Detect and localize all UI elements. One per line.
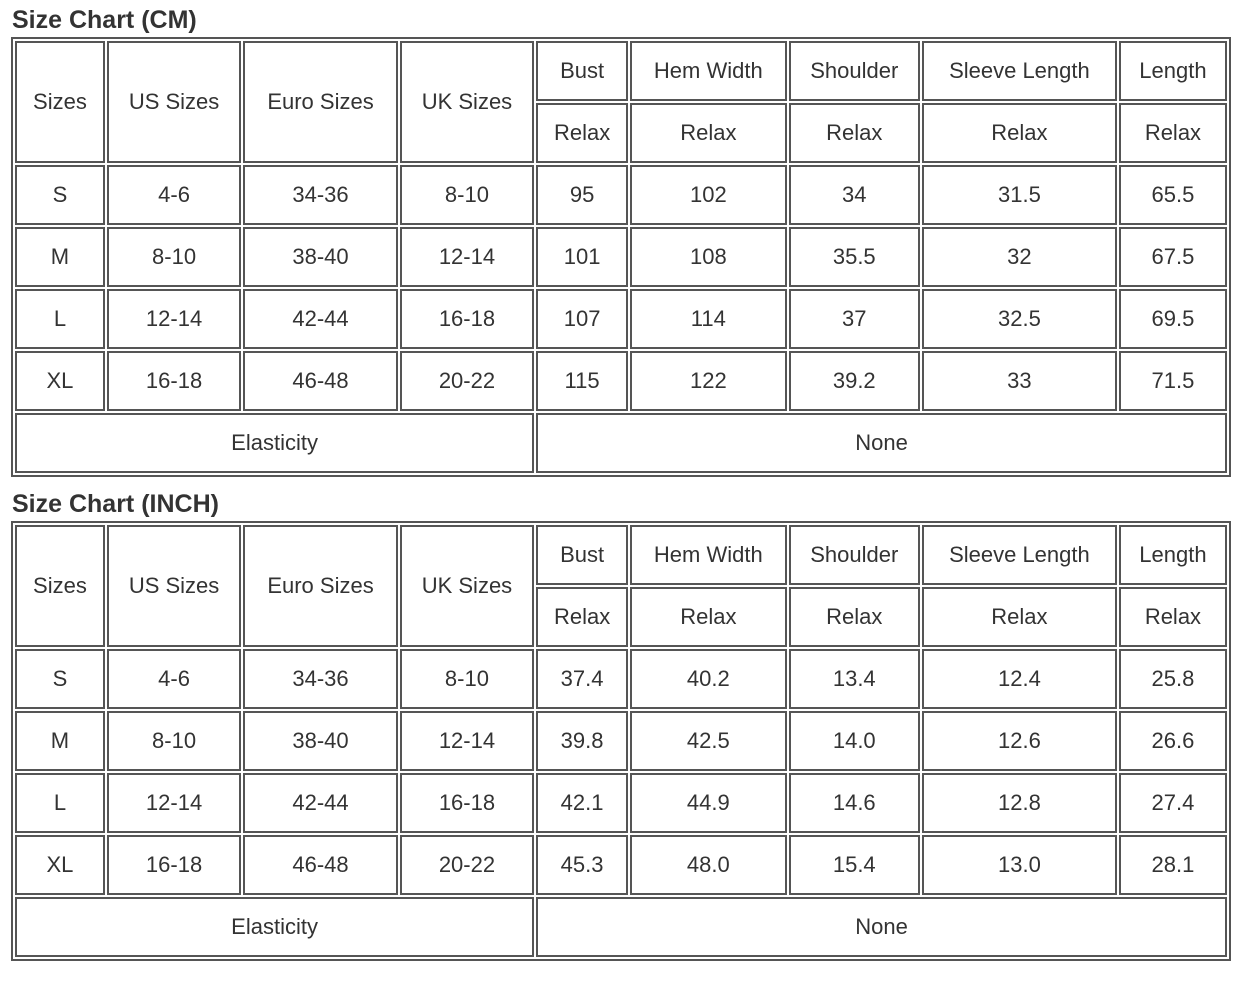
table-cell: S — [15, 165, 105, 225]
header-euro-sizes: Euro Sizes — [243, 41, 398, 163]
table-row — [15, 711, 1227, 771]
table-cell: 114 — [630, 289, 787, 349]
table-cell: 8-10 — [107, 227, 241, 287]
table-cell: 32.5 — [922, 289, 1117, 349]
table-cell: 16-18 — [107, 351, 241, 411]
table-cell: 8-10 — [400, 165, 534, 225]
table-cell: 15.4 — [789, 835, 920, 895]
table-cell: 20-22 — [400, 835, 534, 895]
header-length: Length — [1119, 41, 1227, 101]
table-cell: 14.6 — [789, 773, 920, 833]
header-us-sizes: US Sizes — [107, 525, 241, 647]
header-bust: Bust — [536, 525, 628, 585]
subheader-relax: Relax — [789, 103, 920, 163]
table-cell: 31.5 — [922, 165, 1117, 225]
header-uk-sizes: UK Sizes — [400, 525, 534, 647]
table-cell: 13.4 — [789, 649, 920, 709]
table-cell: 107 — [536, 289, 628, 349]
table-cell: 32 — [922, 227, 1117, 287]
elasticity-label: Elasticity — [15, 897, 534, 957]
table-row — [15, 773, 1227, 833]
table-cell: 13.0 — [922, 835, 1117, 895]
table-cell: 67.5 — [1119, 227, 1227, 287]
table-cell: L — [15, 773, 105, 833]
table-cell: 39.2 — [789, 351, 920, 411]
table-cell: 14.0 — [789, 711, 920, 771]
table-cell: 46-48 — [243, 835, 398, 895]
elasticity-row — [15, 413, 1227, 473]
table-cell: M — [15, 227, 105, 287]
table-cell: 38-40 — [243, 227, 398, 287]
table-cell: XL — [15, 351, 105, 411]
table-row — [15, 835, 1227, 895]
table-cell: 101 — [536, 227, 628, 287]
table-cell: 44.9 — [630, 773, 787, 833]
table-row — [15, 289, 1227, 349]
subheader-relax: Relax — [922, 103, 1117, 163]
table-cell: M — [15, 711, 105, 771]
subheader-relax: Relax — [1119, 103, 1227, 163]
subheader-relax: Relax — [536, 587, 628, 647]
elasticity-value: None — [536, 413, 1227, 473]
table-cell: 8-10 — [400, 649, 534, 709]
table-cell: 20-22 — [400, 351, 534, 411]
header-bust: Bust — [536, 41, 628, 101]
elasticity-row — [15, 897, 1227, 957]
header-row — [15, 41, 1227, 101]
table-cell: 69.5 — [1119, 289, 1227, 349]
header-row — [15, 525, 1227, 585]
table-cell: 4-6 — [107, 165, 241, 225]
table-cell: 16-18 — [400, 773, 534, 833]
table-cell: 34-36 — [243, 165, 398, 225]
size-chart-inch-title: Size Chart (INCH) — [12, 490, 219, 518]
table-cell: 42-44 — [243, 289, 398, 349]
table-cell: 12.6 — [922, 711, 1117, 771]
header-shoulder: Shoulder — [789, 525, 920, 585]
table-cell: 65.5 — [1119, 165, 1227, 225]
header-us-sizes: US Sizes — [107, 41, 241, 163]
elasticity-label: Elasticity — [15, 413, 534, 473]
table-cell: 12-14 — [107, 289, 241, 349]
table-cell: 45.3 — [536, 835, 628, 895]
header-shoulder: Shoulder — [789, 41, 920, 101]
table-cell: 34 — [789, 165, 920, 225]
table-cell: 12.8 — [922, 773, 1117, 833]
table-cell: L — [15, 289, 105, 349]
table-cell: 33 — [922, 351, 1117, 411]
table-cell: 95 — [536, 165, 628, 225]
table-cell: 46-48 — [243, 351, 398, 411]
header-length: Length — [1119, 525, 1227, 585]
subheader-relax: Relax — [536, 103, 628, 163]
table-cell: 40.2 — [630, 649, 787, 709]
table-cell: 42-44 — [243, 773, 398, 833]
table-cell: 37 — [789, 289, 920, 349]
table-cell: 102 — [630, 165, 787, 225]
table-row — [15, 351, 1227, 411]
table-cell: 28.1 — [1119, 835, 1227, 895]
subheader-relax: Relax — [922, 587, 1117, 647]
header-euro-sizes: Euro Sizes — [243, 525, 398, 647]
size-chart-cm-title: Size Chart (CM) — [12, 6, 197, 34]
table-cell: 35.5 — [789, 227, 920, 287]
table-cell: 48.0 — [630, 835, 787, 895]
table-cell: S — [15, 649, 105, 709]
table-cell: 71.5 — [1119, 351, 1227, 411]
table-cell: 42.5 — [630, 711, 787, 771]
size-chart-cm-table — [11, 37, 1231, 477]
header-uk-sizes: UK Sizes — [400, 41, 534, 163]
table-cell: 115 — [536, 351, 628, 411]
table-cell: 8-10 — [107, 711, 241, 771]
table-cell: 12-14 — [400, 711, 534, 771]
table-cell: 122 — [630, 351, 787, 411]
table-cell: 42.1 — [536, 773, 628, 833]
subheader-relax: Relax — [789, 587, 920, 647]
table-cell: 4-6 — [107, 649, 241, 709]
table-cell: 37.4 — [536, 649, 628, 709]
subheader-relax: Relax — [1119, 587, 1227, 647]
table-cell: 27.4 — [1119, 773, 1227, 833]
header-sizes: Sizes — [15, 41, 105, 163]
elasticity-value: None — [536, 897, 1227, 957]
table-cell: 12-14 — [400, 227, 534, 287]
table-cell: 38-40 — [243, 711, 398, 771]
header-hem-width: Hem Width — [630, 41, 787, 101]
subheader-relax: Relax — [630, 103, 787, 163]
table-cell: 108 — [630, 227, 787, 287]
table-cell: 39.8 — [536, 711, 628, 771]
header-sleeve-length: Sleeve Length — [922, 41, 1117, 101]
table-cell: XL — [15, 835, 105, 895]
table-cell: 25.8 — [1119, 649, 1227, 709]
header-hem-width: Hem Width — [630, 525, 787, 585]
table-row — [15, 227, 1227, 287]
header-sizes: Sizes — [15, 525, 105, 647]
table-cell: 12.4 — [922, 649, 1117, 709]
table-row — [15, 649, 1227, 709]
table-cell: 16-18 — [400, 289, 534, 349]
table-cell: 34-36 — [243, 649, 398, 709]
size-chart-inch-table — [11, 521, 1231, 961]
table-cell: 26.6 — [1119, 711, 1227, 771]
table-cell: 12-14 — [107, 773, 241, 833]
subheader-relax: Relax — [630, 587, 787, 647]
table-row — [15, 165, 1227, 225]
table-cell: 16-18 — [107, 835, 241, 895]
header-sleeve-length: Sleeve Length — [922, 525, 1117, 585]
